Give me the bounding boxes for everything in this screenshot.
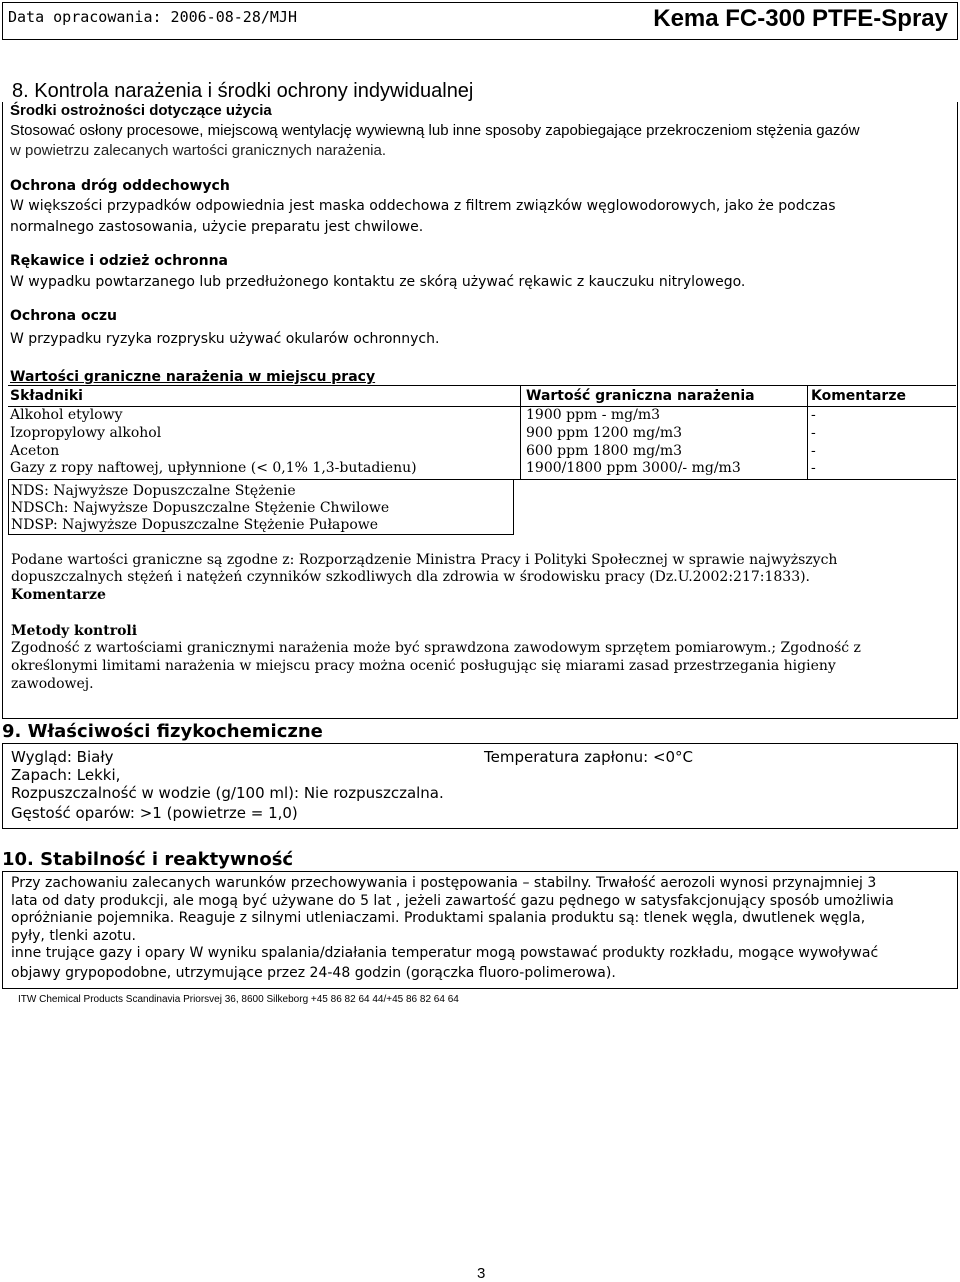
stability-text-6: objawy grypopodobne, utrzymujące przez 24-48 godzin (gorączka fluoro-polimerowa). bbox=[11, 965, 616, 981]
comments-heading: Komentarze bbox=[11, 587, 106, 603]
section-10-title: 10. Stabilność i reaktywność bbox=[2, 849, 294, 870]
table-cell-ingredient: Aceton bbox=[10, 443, 60, 459]
gloves-text: W wypadku powtarzanego lub przedłużonego kontaktu ze skórą używać rękawic z kauczuku nitrylowego. bbox=[10, 274, 746, 290]
section-8-title: 8. Kontrola narażenia i środki ochrony indywidualnej bbox=[12, 80, 474, 102]
table-cell-limit: 1900/1800 ppm 3000/- mg/m3 bbox=[526, 460, 741, 476]
eyes-text: W przypadku ryzyka rozprysku używać okularów ochronnych. bbox=[10, 331, 440, 347]
respiratory-text-1: W większości przypadków odpowiednia jest maska oddechowa z filtrem związków węglowodorowych, jako że podczas bbox=[10, 198, 836, 214]
respiratory-heading: Ochrona dróg oddechowych bbox=[10, 178, 230, 194]
table-cell-ingredient: Alkohol etylowy bbox=[10, 407, 123, 423]
control-methods-text-2: określonymi limitami narażenia w miejscu pracy można ocenić posługując się miarami zasad przestrzegania higieny bbox=[11, 658, 836, 674]
control-methods-text-3: zawodowej. bbox=[11, 676, 94, 692]
table-col-divider-2 bbox=[807, 385, 808, 480]
table-cell-limit: 900 ppm 1200 mg/m3 bbox=[526, 425, 683, 441]
property-appearance: Wygląd: Biały bbox=[11, 748, 114, 766]
table-cell-ingredient: Izopropylowy alkohol bbox=[10, 425, 162, 441]
abbrev-nds: NDS: Najwyższe Dopuszczalne Stężenie bbox=[11, 483, 296, 499]
table-header-comments: Komentarze bbox=[811, 388, 906, 404]
table-cell-comment: - bbox=[811, 443, 816, 459]
table-header-limit: Wartość graniczna narażenia bbox=[526, 388, 755, 404]
legal-basis-text-1: Podane wartości graniczne są zgodne z: Rozporządzenie Ministra Pracy i Polityki Społecznej w sprawie najwyższych bbox=[11, 552, 838, 568]
respiratory-text-2: normalnego zastosowania, użycie preparatu jest chwilowe. bbox=[10, 219, 424, 235]
abbrev-ndsch: NDSCh: Najwyższe Dopuszczalne Stężenie Chwilowe bbox=[11, 500, 390, 516]
page-number: 3 bbox=[477, 1265, 486, 1282]
stability-text-3: opróżnianie pojemnika. Reaguje z silnymi utleniaczami. Produktami spalania produktu są: tlenek węgla, dwutlenek węgla, bbox=[11, 910, 866, 926]
footer-company: ITW Chemical Products Scandinavia Priorsvej 36, 8600 Silkeborg +45 86 82 64 44/+45 86 82 64 64 bbox=[18, 994, 459, 1005]
table-header-ingredients: Składniki bbox=[10, 388, 83, 404]
table-col-divider-1 bbox=[520, 385, 521, 480]
control-methods-text-1: Zgodność z wartościami granicznymi narażenia może być sprawdzona zawodowym sprzętem pomiarowym.; Zgodność z bbox=[11, 640, 861, 656]
property-flash-point: Temperatura zapłonu: <0°C bbox=[484, 748, 694, 766]
property-odor: Zapach: Lekki, bbox=[11, 766, 121, 784]
stability-text-5: inne trujące gazy i opary W wyniku spalania/działania temperatur mogą powstawać produkty rozkładu, mogące wywoływać bbox=[11, 945, 879, 961]
table-cell-comment: - bbox=[811, 407, 816, 423]
header-date: Data opracowania: 2006-08-28/MJH bbox=[8, 8, 297, 26]
property-vapor-density: Gęstość oparów: >1 (powietrze = 1,0) bbox=[11, 804, 298, 822]
table-cell-limit: 1900 ppm - mg/m3 bbox=[526, 407, 661, 423]
stability-text-2: lata od daty produkcji, ale mogą być używane do 5 lat , jeżeli zawartość gazu pędnego w satysfakcjonujący sposób umożliwia bbox=[11, 893, 894, 909]
precautions-text-1: Stosować osłony procesowe, miejscową wentylację wywiewną lub inne sposoby zapobiegające przekroczeniom stężenia gazów bbox=[10, 122, 860, 139]
stability-text-4: pyły, tlenki azotu. bbox=[11, 928, 136, 944]
header-product-name: Kema FC-300 PTFE-Spray bbox=[653, 5, 948, 32]
gloves-heading: Rękawice i odzież ochronna bbox=[10, 253, 228, 269]
table-cell-comment: - bbox=[811, 425, 816, 441]
precautions-heading: Środki ostrożności dotyczące użycia bbox=[10, 102, 272, 119]
precautions-text-2: w powietrzu zalecanych wartości granicznych narażenia. bbox=[10, 142, 387, 159]
section-9-title: 9. Właściwości fizykochemiczne bbox=[2, 721, 323, 742]
legal-basis-text-2: dopuszczalnych stężeń i natężeń czynników szkodliwych dla zdrowia w środowisku pracy (Dz.U.2002:217:1833). bbox=[11, 569, 811, 585]
control-methods-heading: Metody kontroli bbox=[11, 623, 138, 639]
table-cell-comment: - bbox=[811, 460, 816, 476]
property-solubility: Rozpuszczalność w wodzie (g/100 ml): Nie rozpuszczalna. bbox=[11, 784, 444, 802]
eyes-heading: Ochrona oczu bbox=[10, 308, 118, 324]
table-cell-limit: 600 ppm 1800 mg/m3 bbox=[526, 443, 683, 459]
exposure-limits-heading: Wartości graniczne narażenia w miejscu pracy bbox=[10, 369, 376, 385]
stability-text-1: Przy zachowaniu zalecanych warunków przechowywania i postępowania – stabilny. Trwałość aerozoli wynosi przynajmniej 3 bbox=[11, 875, 877, 891]
table-cell-ingredient: Gazy z ropy naftowej, upłynnione (< 0,1% 1,3-butadienu) bbox=[10, 460, 417, 476]
abbrev-ndsp: NDSP: Najwyższe Dopuszczalne Stężenie Pułapowe bbox=[11, 517, 379, 533]
